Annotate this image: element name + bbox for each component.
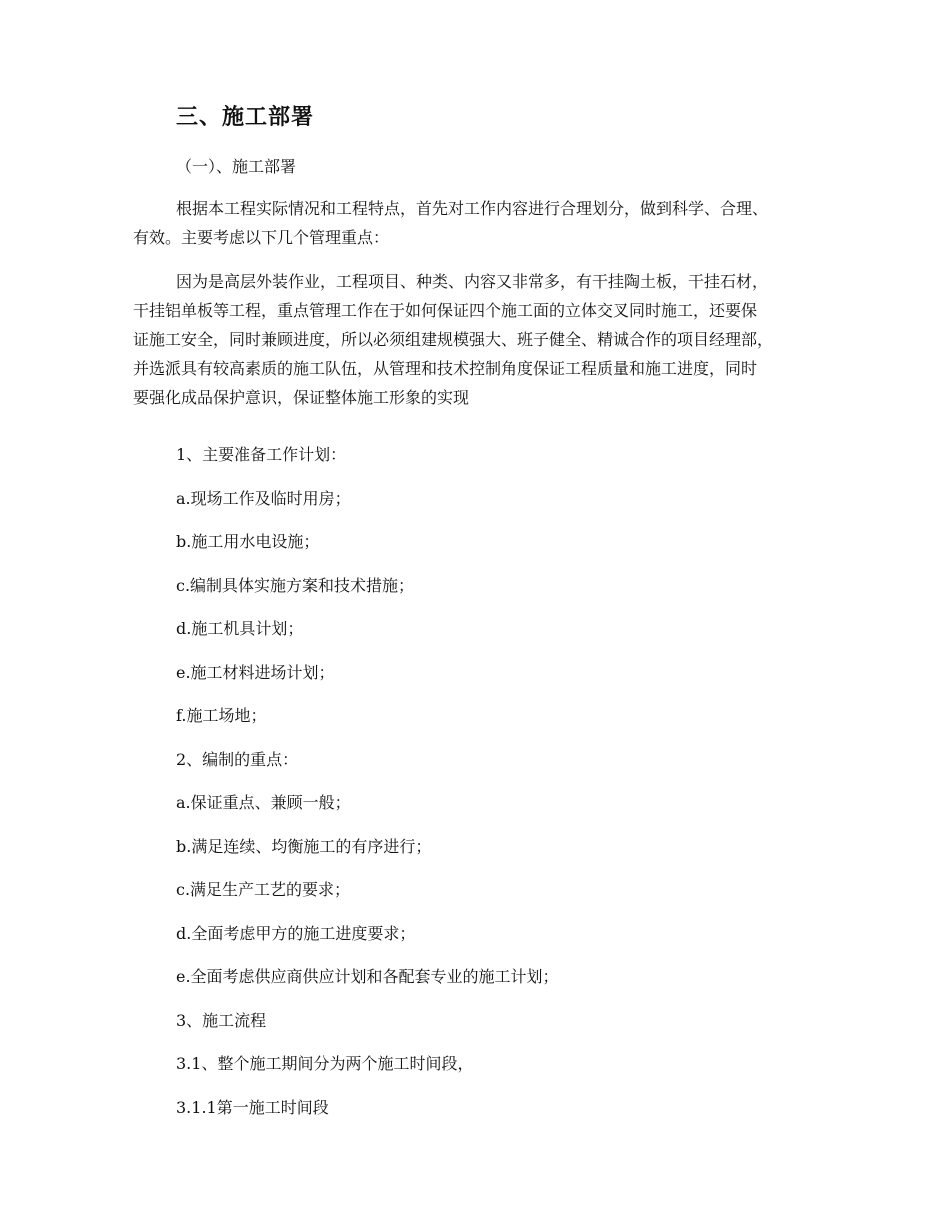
list-item: d.施工机具计划； (176, 619, 304, 638)
list-item: c.编制具体实施方案和技术措施； (176, 575, 415, 595)
paragraph-line: 要强化成品保护意识，保证整体施工形象的实现 (133, 388, 470, 407)
list-item: 2、编制的重点： (176, 749, 299, 769)
list-item: e.施工材料进场计划； (176, 662, 335, 682)
list-item: b.满足连续、均衡施工的有序进行； (176, 836, 432, 856)
paragraph-line: 干挂铝单板等工程，重点管理工作在于如何保证四个施工面的立体交叉同时施工，还要保 (133, 301, 758, 320)
list-item: 3、施工流程 (176, 1010, 267, 1030)
list-item: 3.1.1第一施工时间段 (176, 1097, 329, 1117)
management-paragraph (133, 267, 875, 412)
list-item: c.满足生产工艺的要求； (176, 880, 351, 899)
paragraph-line: 证施工安全，同时兼顾进度，所以必须组建规模强大、班子健全、精诚合作的项目经理部， (133, 330, 774, 349)
list-item: f.施工场地； (176, 706, 267, 725)
paragraph-line: 有效。主要考虑以下几个管理重点： (133, 228, 390, 247)
list-item: d.全面考虑甲方的施工进度要求； (176, 923, 416, 943)
section-heading: 三、施工部署 (176, 104, 315, 130)
list-item: 1、主要准备工作计划： (176, 445, 347, 464)
list-item: a.保证重点、兼顾一般； (176, 793, 351, 812)
paragraph-line: 因为是高层外装作业，工程项目、种类、内容又非常多，有干挂陶土板，干挂石材， (176, 272, 769, 291)
paragraph-line: 并选派具有较高素质的施工队伍，从管理和技术控制角度保证工程质量和施工进度，同时 (133, 359, 758, 378)
list-item: e.全面考虑供应商供应计划和各配套专业的施工计划； (176, 967, 559, 986)
list-item: a.现场工作及临时用房； (176, 488, 351, 508)
list-item: 3.1、整个施工期间分为两个施工时间段， (176, 1054, 474, 1073)
list-item: b.施工用水电设施； (176, 532, 320, 551)
intro-paragraph (133, 194, 875, 252)
subsection-heading: （一）、施工部署 (176, 157, 297, 176)
plan-list (176, 440, 559, 1136)
paragraph-line: 根据本工程实际情况和工程特点，首先对工作内容进行合理划分，做到科学、合理、 (176, 199, 769, 218)
